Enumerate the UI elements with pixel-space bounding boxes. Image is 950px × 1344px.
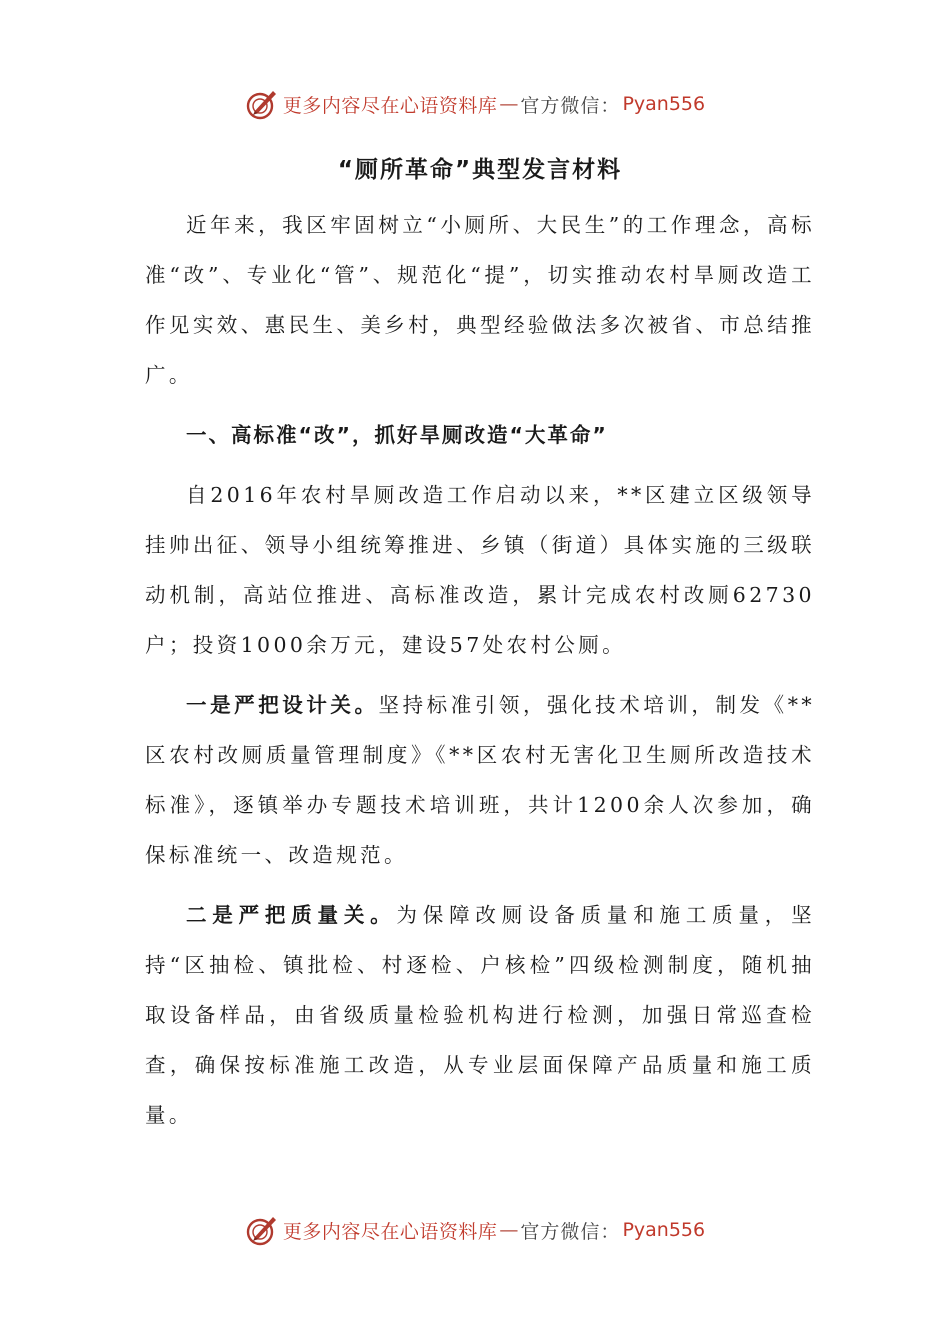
watermark-text: 更多内容尽在心语资料库 bbox=[282, 1220, 498, 1243]
watermark-dash: — bbox=[499, 93, 519, 115]
watermark-text: 更多内容尽在心语资料库 bbox=[282, 94, 498, 117]
point-1-paragraph bbox=[145, 680, 815, 880]
point-1-text: 坚持标准引领，强化技术培训，制发《**区农村改厕质量管理制度》《**区农村无害化卫生厕所改造技术标准》，逐镇举办专题技术培训班，共计1200余人次参加，确保标准统一、改造规范。 bbox=[145, 693, 815, 867]
watermark-wechat-id: Pyan556 bbox=[622, 1219, 706, 1241]
point-2-lead: 二是严把质量关。 bbox=[186, 903, 397, 927]
footer-watermark bbox=[0, 1210, 950, 1250]
point-2-paragraph bbox=[145, 890, 815, 1140]
quill-seal-icon bbox=[245, 87, 279, 121]
point-2-text: 为保障改厕设备质量和施工质量，坚持“区抽检、镇批检、村逐检、户核检”四级检测制度，随机抽取设备样品，由省级质量检验机构进行检测，加强日常巡查检查，确保按标准施工改造，从专业层面保障产品质量和施工质量。 bbox=[145, 903, 815, 1127]
watermark-wechat-label: 官方微信： bbox=[520, 1220, 621, 1243]
quill-seal-icon bbox=[245, 1213, 279, 1247]
intro-paragraph: 近年来，我区牢固树立“小厕所、大民生”的工作理念，高标准“改”、专业化“管”、规范化“提”，切实推动农村旱厕改造工作见实效、惠民生、美乡村，典型经验做法多次被省、市总结推广。 bbox=[145, 213, 815, 387]
document-title: “厕所革命”典型发言材料 bbox=[337, 157, 623, 183]
watermark-wechat-id: Pyan556 bbox=[622, 93, 706, 115]
document-body bbox=[145, 150, 815, 1150]
watermark-wechat-label: 官方微信： bbox=[520, 94, 621, 117]
point-1-lead: 一是严把设计关。 bbox=[186, 693, 379, 717]
header-watermark bbox=[0, 84, 950, 124]
watermark-dash: — bbox=[499, 1219, 519, 1241]
section-1-paragraph: 自2016年农村旱厕改造工作启动以来，**区建立区级领导挂帅出征、领导小组统筹推进、乡镇（街道）具体实施的三级联动机制，高站位推进、高标准改造，累计完成农村改厕62730户；投资1000余万元，建设57处农村公厕。 bbox=[145, 483, 815, 657]
section-heading-1: 一、高标准“改”，抓好旱厕改造“大革命” bbox=[186, 423, 608, 447]
